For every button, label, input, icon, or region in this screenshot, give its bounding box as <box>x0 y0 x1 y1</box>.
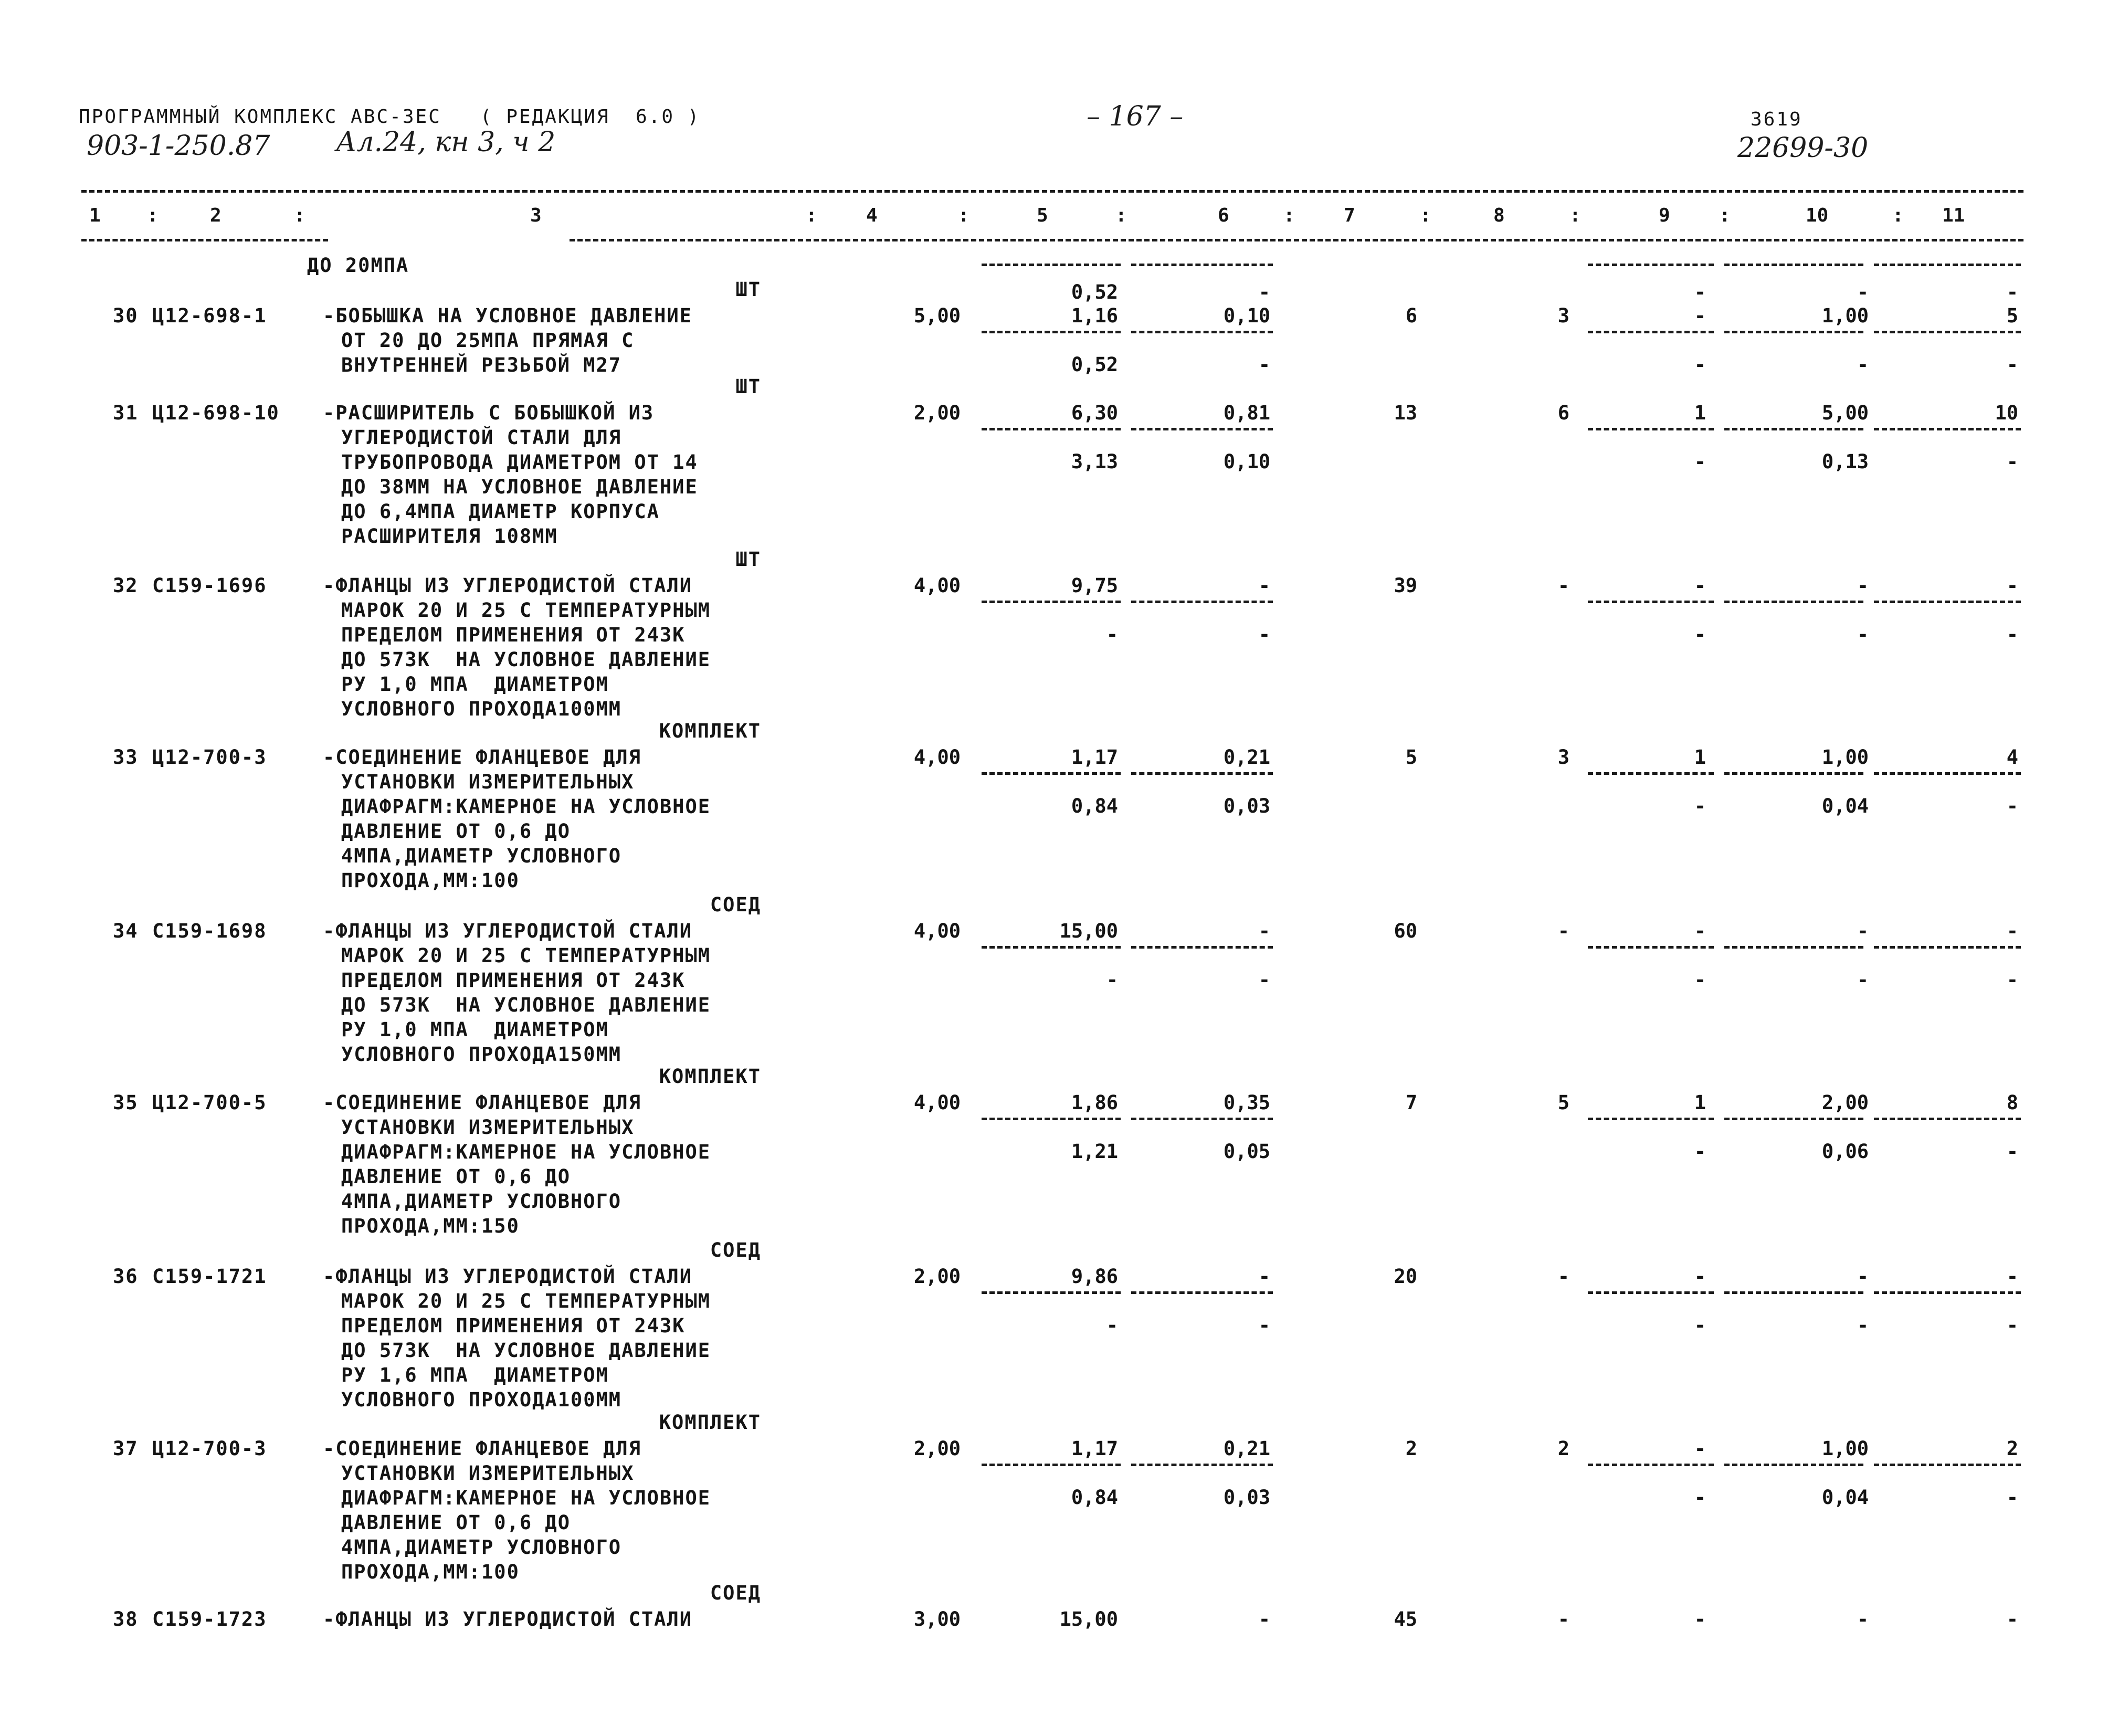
cell-divider <box>1131 428 1273 430</box>
value-col8: - <box>1557 920 1569 942</box>
value-col9-lower: - <box>1694 623 1706 646</box>
item-description: -ФЛАНЦЫ ИЗ УГЛЕРОДИСТОЙ СТАЛИ <box>323 574 693 597</box>
item-description: ПРЕДЕЛОМ ПРИМЕНЕНИЯ ОТ 243К <box>341 969 686 992</box>
value-col11-lower: - <box>2006 1314 2018 1337</box>
value-col10: - <box>1857 574 1869 597</box>
page-number: – 167 – <box>1087 101 1184 132</box>
value-col4: 4,00 <box>913 1091 961 1114</box>
value-col11: 10 <box>1995 402 2018 424</box>
value-col9-lower: - <box>1694 795 1706 817</box>
value-col11: - <box>2006 1608 2018 1630</box>
item-code: С159-1698 <box>152 920 267 942</box>
cell-divider <box>1131 772 1273 775</box>
value-col10: 5,00 <box>1821 402 1869 424</box>
value-col5-lower: - <box>1106 623 1118 646</box>
value-col11-lower: - <box>2006 353 2018 376</box>
item-code: С159-1721 <box>152 1265 267 1288</box>
cell-divider <box>1588 601 1714 603</box>
item-description: ОТ 20 ДО 25МПА ПРЯМАЯ С <box>341 329 635 352</box>
value-col5: 15,00 <box>1059 1608 1118 1630</box>
item-description: -СОЕДИНЕНИЕ ФЛАНЦЕВОЕ ДЛЯ <box>323 746 641 769</box>
cell-divider <box>1874 1118 2021 1120</box>
value-col11-upper: - <box>2006 281 2018 303</box>
album-ref: Ал.24, кн 3, ч 2 <box>336 127 556 158</box>
value-col5: 9,86 <box>1071 1265 1118 1288</box>
column-separator: : <box>1115 205 1127 226</box>
value-col10: 1,00 <box>1821 1437 1869 1460</box>
value-col4: 2,00 <box>913 1265 961 1288</box>
header-rule-bottom-left <box>81 239 328 241</box>
value-col9: 1 <box>1694 1091 1706 1114</box>
value-col8: - <box>1557 574 1569 597</box>
value-col4: 3,00 <box>913 1608 961 1630</box>
value-col9-lower: - <box>1694 1314 1706 1337</box>
cell-divider <box>982 264 1121 266</box>
value-col6: 0,81 <box>1223 402 1270 424</box>
item-description: 4МПА,ДИАМЕТР УСЛОВНОГО <box>341 1190 622 1213</box>
column-number: 3 <box>530 205 542 226</box>
value-col4: 4,00 <box>913 574 961 597</box>
value-col6: - <box>1258 574 1270 597</box>
item-description: МАРОК 20 И 25 С ТЕМПЕРАТУРНЫМ <box>341 599 711 622</box>
column-number: 5 <box>1037 205 1048 226</box>
cell-divider <box>1588 946 1714 949</box>
item-description: УСЛОВНОГО ПРОХОДА100ММ <box>341 1388 622 1411</box>
cell-divider <box>1874 1464 2021 1466</box>
value-col5: 1,17 <box>1071 1437 1118 1460</box>
unit-label: КОМПЛЕКТ <box>659 1411 761 1434</box>
value-col7: 20 <box>1394 1265 1417 1288</box>
item-description: ДО 38ММ НА УСЛОВНОЕ ДАВЛЕНИЕ <box>341 476 698 498</box>
value-col9: - <box>1694 1608 1706 1630</box>
column-number: 8 <box>1493 205 1505 226</box>
cell-divider <box>1724 1291 1863 1294</box>
value-col4: 2,00 <box>913 1437 961 1460</box>
value-col5: 1,86 <box>1071 1091 1118 1114</box>
value-col7: 6 <box>1405 304 1417 327</box>
item-description: ТРУБОПРОВОДА ДИАМЕТРОМ ОТ 14 <box>341 451 698 474</box>
cell-divider <box>982 1291 1121 1294</box>
value-col8: 2 <box>1557 1437 1569 1460</box>
cell-divider <box>982 428 1121 430</box>
item-description: ДО 6,4МПА ДИАМЕТР КОРПУСА <box>341 500 660 523</box>
cell-divider <box>1724 264 1863 266</box>
cell-divider <box>1724 428 1863 430</box>
cell-divider <box>1131 946 1273 949</box>
item-description: УСЛОВНОГО ПРОХОДА100ММ <box>341 698 622 720</box>
row-number: 32 <box>113 574 139 597</box>
cell-divider <box>1874 772 2021 775</box>
value-col11: - <box>2006 920 2018 942</box>
value-col6-lower: 0,05 <box>1223 1140 1270 1163</box>
value-col4: 5,00 <box>913 304 961 327</box>
value-col5: 1,16 <box>1071 304 1118 327</box>
item-description: 4МПА,ДИАМЕТР УСЛОВНОГО <box>341 845 622 867</box>
value-col10-lower: 0,13 <box>1821 450 1869 473</box>
row-number: 34 <box>113 920 139 942</box>
value-col9: - <box>1694 574 1706 597</box>
item-description: -ФЛАНЦЫ ИЗ УГЛЕРОДИСТОЙ СТАЛИ <box>323 1265 693 1288</box>
item-description: РАСШИРИТЕЛЯ 108ММ <box>341 525 558 548</box>
value-col8: 6 <box>1557 402 1569 424</box>
item-code: Ц12-700-5 <box>152 1091 267 1114</box>
value-col5-lower: 0,84 <box>1071 1486 1118 1509</box>
column-separator: : <box>1569 205 1581 226</box>
item-code: Ц12-698-1 <box>152 304 267 327</box>
item-description: ДИАФРАГМ:КАМЕРНОЕ НА УСЛОВНОЕ <box>341 1141 711 1163</box>
item-description: УСТАНОВКИ ИЗМЕРИТЕЛЬНЫХ <box>341 771 635 793</box>
cell-divider <box>1724 946 1863 949</box>
row-number: 37 <box>113 1437 139 1460</box>
value-col9-lower: - <box>1694 450 1706 473</box>
row-number: 31 <box>113 402 139 424</box>
header-rule-top <box>81 190 2023 193</box>
value-col9-upper: - <box>1694 281 1706 303</box>
value-col11-lower: - <box>2006 1140 2018 1163</box>
cell-divider <box>1874 331 2021 333</box>
unit-label: СОЕД <box>710 1239 761 1261</box>
item-code: Ц12-700-3 <box>152 1437 267 1460</box>
unit-label: ШТ <box>735 375 761 398</box>
column-separator: : <box>1420 205 1431 226</box>
value-col8: 3 <box>1557 746 1569 769</box>
value-col8: - <box>1557 1265 1569 1288</box>
value-col10: - <box>1857 1265 1869 1288</box>
value-col8: 5 <box>1557 1091 1569 1114</box>
value-col5-upper: 0,52 <box>1071 281 1118 303</box>
item-description: -ФЛАНЦЫ ИЗ УГЛЕРОДИСТОЙ СТАЛИ <box>323 920 693 942</box>
registration-number: 22699-30 <box>1737 132 1869 164</box>
value-col6-lower: - <box>1258 969 1270 991</box>
value-col11-lower: - <box>2006 1486 2018 1509</box>
value-col5: 1,17 <box>1071 746 1118 769</box>
value-col7: 7 <box>1405 1091 1417 1114</box>
cell-divider <box>1131 601 1273 603</box>
cell-divider <box>1724 601 1863 603</box>
column-number: 10 <box>1806 205 1829 226</box>
column-number: 11 <box>1942 205 1965 226</box>
value-col6: - <box>1258 1608 1270 1630</box>
column-separator: : <box>294 205 305 226</box>
item-code: Ц12-698-10 <box>152 402 280 424</box>
item-description: -СОЕДИНЕНИЕ ФЛАНЦЕВОЕ ДЛЯ <box>323 1437 641 1460</box>
value-col7: 39 <box>1394 574 1417 597</box>
unit-label: ШТ <box>735 278 761 301</box>
value-col11: 5 <box>2006 304 2018 327</box>
value-col10: 2,00 <box>1821 1091 1869 1114</box>
value-col6-upper: - <box>1258 281 1270 303</box>
value-col6-lower: 0,03 <box>1223 1486 1270 1509</box>
item-description: МАРОК 20 И 25 С ТЕМПЕРАТУРНЫМ <box>341 944 711 967</box>
cell-divider <box>982 772 1121 775</box>
value-col9-lower: - <box>1694 1486 1706 1509</box>
item-description: УСЛОВНОГО ПРОХОДА150ММ <box>341 1043 622 1066</box>
cell-divider <box>982 331 1121 333</box>
cell-divider <box>1724 1464 1863 1466</box>
column-separator: : <box>147 205 159 226</box>
cell-divider <box>1874 428 2021 430</box>
item-description: РУ 1,0 МПА ДИАМЕТРОМ <box>341 673 609 696</box>
value-col5-lower: 0,52 <box>1071 353 1118 376</box>
cell-divider <box>1588 772 1714 775</box>
value-col9: 1 <box>1694 402 1706 424</box>
value-col9: - <box>1694 304 1706 327</box>
value-col5-lower: - <box>1106 969 1118 991</box>
cell-divider <box>982 601 1121 603</box>
value-col9-lower: - <box>1694 969 1706 991</box>
item-description: ВНУТРЕННЕЙ РЕЗЬБОЙ М27 <box>341 354 622 376</box>
column-separator: : <box>1892 205 1904 226</box>
item-description: УСТАНОВКИ ИЗМЕРИТЕЛЬНЫХ <box>341 1462 635 1485</box>
value-col7: 5 <box>1405 746 1417 769</box>
cell-divider <box>982 946 1121 949</box>
item-description: УСТАНОВКИ ИЗМЕРИТЕЛЬНЫХ <box>341 1116 635 1139</box>
value-col5-lower: 3,13 <box>1071 450 1118 473</box>
value-col11-lower: - <box>2006 795 2018 817</box>
cell-divider <box>1131 1291 1273 1294</box>
value-col6-lower: - <box>1258 623 1270 646</box>
column-number: 7 <box>1344 205 1355 226</box>
cell-divider <box>1588 1464 1714 1466</box>
value-col5: 15,00 <box>1059 920 1118 942</box>
value-col6-lower: - <box>1258 1314 1270 1337</box>
value-col7: 45 <box>1394 1608 1417 1630</box>
value-col7: 13 <box>1394 402 1417 424</box>
value-col6-lower: - <box>1258 353 1270 376</box>
item-description: ДАВЛЕНИЕ ОТ 0,6 ДО <box>341 820 571 843</box>
column-number: 4 <box>866 205 878 226</box>
unit-label: СОЕД <box>710 1582 761 1604</box>
continuation-line: ДО 20МПА <box>307 254 409 277</box>
unit-label: КОМПЛЕКТ <box>659 720 761 742</box>
item-description: МАРОК 20 И 25 С ТЕМПЕРАТУРНЫМ <box>341 1290 711 1312</box>
cell-divider <box>1874 946 2021 949</box>
value-col5: 9,75 <box>1071 574 1118 597</box>
value-col6-lower: 0,10 <box>1223 450 1270 473</box>
doc-code: 903-1-250.87 <box>87 130 270 162</box>
value-col10: - <box>1857 1608 1869 1630</box>
value-col8: 3 <box>1557 304 1569 327</box>
value-col10-lower: - <box>1857 623 1869 646</box>
value-col4: 2,00 <box>913 402 961 424</box>
item-description: ДО 573К НА УСЛОВНОЕ ДАВЛЕНИЕ <box>341 1339 711 1362</box>
item-description: РУ 1,6 МПА ДИАМЕТРОМ <box>341 1364 609 1386</box>
item-description: ПРЕДЕЛОМ ПРИМЕНЕНИЯ ОТ 243К <box>341 1314 686 1337</box>
value-col10: 1,00 <box>1821 304 1869 327</box>
value-col10-upper: - <box>1857 281 1869 303</box>
cell-divider <box>1588 428 1714 430</box>
item-description: -СОЕДИНЕНИЕ ФЛАНЦЕВОЕ ДЛЯ <box>323 1091 641 1114</box>
value-col9-lower: - <box>1694 1140 1706 1163</box>
row-number: 30 <box>113 304 139 327</box>
row-number: 33 <box>113 746 139 769</box>
value-col11-lower: - <box>2006 969 2018 991</box>
cell-divider <box>1724 772 1863 775</box>
cell-divider <box>982 1118 1121 1120</box>
cell-divider <box>1874 1291 2021 1294</box>
item-code: Ц12-700-3 <box>152 746 267 769</box>
item-description: ПРОХОДА,ММ:100 <box>341 1561 520 1583</box>
value-col10-lower: 0,06 <box>1821 1140 1869 1163</box>
item-description: ПРОХОДА,ММ:150 <box>341 1215 520 1237</box>
item-description: ДИАФРАГМ:КАМЕРНОЕ НА УСЛОВНОЕ <box>341 1487 711 1509</box>
column-number: 1 <box>89 205 101 226</box>
cell-divider <box>1131 1464 1273 1466</box>
value-col9: 1 <box>1694 746 1706 769</box>
cell-divider <box>1874 264 2021 266</box>
value-col6: 0,35 <box>1223 1091 1270 1114</box>
value-col6: 0,21 <box>1223 746 1270 769</box>
item-description: ПРЕДЕЛОМ ПРИМЕНЕНИЯ ОТ 243К <box>341 624 686 646</box>
value-col5-lower: 0,84 <box>1071 795 1118 817</box>
value-col10-lower: 0,04 <box>1821 1486 1869 1509</box>
value-col5-lower: - <box>1106 1314 1118 1337</box>
column-separator: : <box>1283 205 1295 226</box>
item-description: -ФЛАНЦЫ ИЗ УГЛЕРОДИСТОЙ СТАЛИ <box>323 1608 693 1630</box>
header-rule-bottom-right <box>570 239 2023 241</box>
value-col6: - <box>1258 920 1270 942</box>
item-description: -БОБЫШКА НА УСЛОВНОЕ ДАВЛЕНИЕ <box>323 304 693 327</box>
unit-label: КОМПЛЕКТ <box>659 1065 761 1088</box>
cell-divider <box>1588 1118 1714 1120</box>
cell-divider <box>1588 264 1714 266</box>
unit-label: ШТ <box>735 548 761 571</box>
cell-divider <box>1874 601 2021 603</box>
cell-divider <box>1724 1118 1863 1120</box>
item-description: УГЛЕРОДИСТОЙ СТАЛИ ДЛЯ <box>341 426 622 449</box>
cell-divider <box>1724 331 1863 333</box>
item-description: ДАВЛЕНИЕ ОТ 0,6 ДО <box>341 1165 571 1188</box>
value-col10-lower: 0,04 <box>1821 795 1869 817</box>
value-col11: 8 <box>2006 1091 2018 1114</box>
value-col10-lower: - <box>1857 353 1869 376</box>
value-col9: - <box>1694 920 1706 942</box>
value-col11: 2 <box>2006 1437 2018 1460</box>
value-col10-lower: - <box>1857 1314 1869 1337</box>
item-description: 4МПА,ДИАМЕТР УСЛОВНОГО <box>341 1536 622 1559</box>
item-description: ПРОХОДА,ММ:100 <box>341 869 520 892</box>
cell-divider <box>1131 264 1273 266</box>
value-col7: 2 <box>1405 1437 1417 1460</box>
unit-label: СОЕД <box>710 893 761 916</box>
value-col11: - <box>2006 1265 2018 1288</box>
cell-divider <box>1588 1291 1714 1294</box>
value-col11-lower: - <box>2006 450 2018 473</box>
item-description: ДАВЛЕНИЕ ОТ 0,6 ДО <box>341 1511 571 1534</box>
column-number: 9 <box>1659 205 1670 226</box>
value-col11-lower: - <box>2006 623 2018 646</box>
item-description: ДО 573К НА УСЛОВНОЕ ДАВЛЕНИЕ <box>341 648 711 671</box>
column-separator: : <box>806 205 817 226</box>
value-col7: 60 <box>1394 920 1417 942</box>
value-col10: - <box>1857 920 1869 942</box>
item-description: -РАСШИРИТЕЛЬ С БОБЫШКОЙ ИЗ <box>323 402 655 424</box>
value-col9: - <box>1694 1265 1706 1288</box>
value-col9: - <box>1694 1437 1706 1460</box>
column-separator: : <box>958 205 969 226</box>
value-col4: 4,00 <box>913 746 961 769</box>
value-col6: 0,10 <box>1223 304 1270 327</box>
item-code: С159-1723 <box>152 1608 267 1630</box>
value-col11: - <box>2006 574 2018 597</box>
cell-divider <box>1588 331 1714 333</box>
value-col11: 4 <box>2006 746 2018 769</box>
row-number: 35 <box>113 1091 139 1114</box>
column-number: 2 <box>210 205 222 226</box>
sheet-number: 3619 <box>1751 109 1803 130</box>
cell-divider <box>1131 1118 1273 1120</box>
value-col8: - <box>1557 1608 1569 1630</box>
value-col6: - <box>1258 1265 1270 1288</box>
item-description: ДИАФРАГМ:КАМЕРНОЕ НА УСЛОВНОЕ <box>341 795 711 818</box>
column-number: 6 <box>1218 205 1229 226</box>
value-col6: 0,21 <box>1223 1437 1270 1460</box>
item-description: ДО 573К НА УСЛОВНОЕ ДАВЛЕНИЕ <box>341 994 711 1016</box>
value-col10-lower: - <box>1857 969 1869 991</box>
value-col5: 6,30 <box>1071 402 1118 424</box>
item-code: С159-1696 <box>152 574 267 597</box>
value-col10: 1,00 <box>1821 746 1869 769</box>
program-title: ПРОГРАММНЫЙ КОМПЛЕКС АВС-ЗЕС ( РЕДАКЦИЯ 6.0 ) <box>79 106 701 128</box>
cell-divider <box>1131 331 1273 333</box>
item-description: РУ 1,0 МПА ДИАМЕТРОМ <box>341 1018 609 1041</box>
value-col9-lower: - <box>1694 353 1706 376</box>
row-number: 38 <box>113 1608 139 1630</box>
value-col5-lower: 1,21 <box>1071 1140 1118 1163</box>
value-col6-lower: 0,03 <box>1223 795 1270 817</box>
value-col4: 4,00 <box>913 920 961 942</box>
cell-divider <box>982 1464 1121 1466</box>
row-number: 36 <box>113 1265 139 1288</box>
column-separator: : <box>1719 205 1731 226</box>
